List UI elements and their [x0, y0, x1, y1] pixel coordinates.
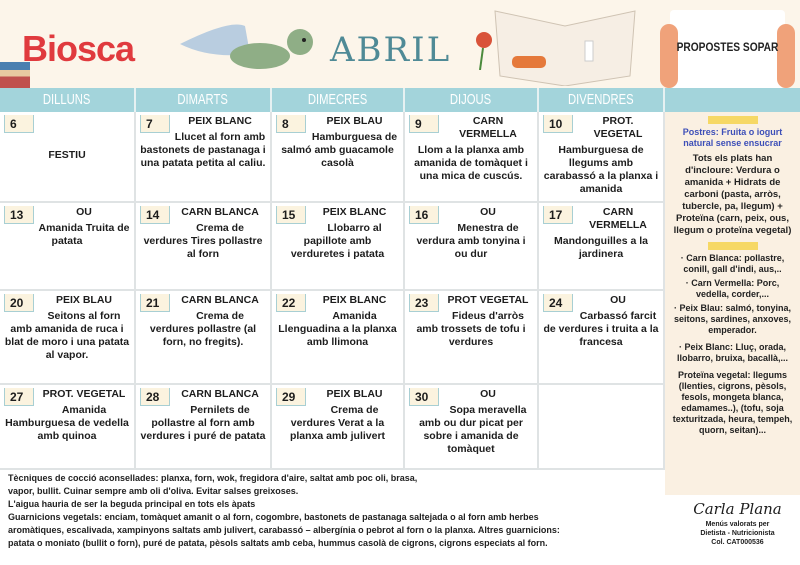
meal-category: PEIX BLAU	[326, 388, 383, 400]
tape-decoration	[708, 116, 758, 124]
cooking-tips	[8, 472, 663, 550]
day-number: 16	[409, 206, 439, 224]
day-label: DILLUNS	[43, 91, 91, 108]
peix-blanc-info: · Peix Blanc: Lluç, orada, llobarro, bruixa, bacallà,...	[676, 342, 789, 363]
day-header-divendres	[539, 88, 665, 112]
tip-line: Tècniques de cocció aconsellades: planxa, forn, wok, fregidora d'aire, saltat amb poc oli, brasa,	[8, 473, 418, 483]
meal-description: Llom a la planxa amb amanida de tomàquet i una mica de cuscús.	[414, 144, 528, 182]
day-cell	[0, 112, 136, 203]
day-cell	[539, 291, 665, 385]
recipe-book-illustration	[490, 6, 640, 86]
meal-description: Crema de verdures Tires pollastre al forn	[143, 222, 263, 260]
day-number: 9	[409, 115, 439, 133]
signature-line: Dietista - Nutricionista	[700, 530, 775, 537]
day-number: 8	[276, 115, 306, 133]
tip-line: vapor, bullit. Cuinar sempre amb oli d'oliva. Evitar salses greixoses.	[8, 486, 299, 496]
meal-description: Hamburguesa de llegums amb carabassó a la planxa i amanida	[543, 144, 659, 195]
day-number: 30	[409, 388, 439, 406]
meal-category: OU	[76, 206, 92, 218]
weekday-header	[0, 88, 800, 112]
proteina-vegetal-info: Proteïna vegetal: llegums (llenties, cigrons, pèsols, fesols, mongeta blanca, edamames..), (tofu, soja texturitzada, heura, tempeh, quorn, seitan)...	[672, 370, 793, 435]
day-label: DIMECRES	[307, 91, 368, 108]
logo: Biosca	[22, 28, 135, 69]
day-number: 10	[543, 115, 573, 133]
day-number: 29	[276, 388, 306, 406]
carn-blanca-info: · Carn Blanca: pollastre, conill, gall d'indi, aus,..	[680, 253, 785, 274]
tip-line: Guarnicions vegetals: enciam, tomàquet amanit o al forn, cogombre, bastonets de pastanaga saltejada o al forn amb herbes	[8, 512, 539, 522]
plate-rule: Tots els plats han d'incloure: Verdura o amanida + Hidrats de carboni (pasta, arròs, tubercle, pa, llegum) + Proteïna (carn, peix, ous, llegum o proteïna vegetal)	[673, 153, 792, 236]
meal-category: CARN VERMELLA	[589, 206, 647, 231]
month-title: ABRIL	[330, 30, 452, 70]
day-cell	[405, 291, 539, 385]
day-cell	[539, 385, 665, 470]
meal-description: Seitons al forn amb amanida de ruca i blat de moro i una patata al vapor.	[4, 310, 130, 361]
meal-description: Crema de verdures Verat a la planxa amb julivert	[289, 404, 386, 442]
tip-line: aromàtiques, escalivada, xampinyons saltats amb julivert, carabassó – albergínia o pebrot al forn o la planxa. Altres guarnicions:	[8, 525, 560, 535]
peix-blau-info: · Peix Blau: salmó, tonyina, seitons, sardines, anxoves, emperador.	[673, 303, 792, 335]
meal-category: CARN BLANCA	[181, 388, 259, 400]
meal-category: OU	[480, 388, 496, 400]
day-cell	[0, 203, 136, 291]
signature-line: Col. CAT000536	[711, 539, 764, 546]
day-cell	[136, 112, 272, 203]
day-number: 14	[140, 206, 170, 224]
signature-block	[680, 498, 795, 547]
propostes-sopar-title: PROPOSTES SOPAR	[676, 40, 779, 54]
postres-note: Postres: Fruita o iogurt natural sense ensucrar	[682, 127, 783, 148]
day-cell	[539, 112, 665, 203]
meal-description: Amanida Llenguadina a la planxa amb llimona	[278, 310, 397, 348]
tape-decoration	[708, 242, 758, 250]
day-cell	[272, 112, 405, 203]
day-cell	[272, 203, 405, 291]
day-header-dimarts	[136, 88, 272, 112]
propostes-sopar-banner	[660, 10, 795, 88]
day-number: 7	[140, 115, 170, 133]
meal-category: PEIX BLANC	[322, 206, 387, 218]
meal-description: Menestra de verdura amb tonyina i ou dur	[416, 222, 526, 260]
meal-category: PROT. VEGETAL	[593, 115, 643, 140]
day-label: DIMARTS	[177, 91, 229, 108]
meal-category: OU	[480, 206, 496, 218]
meal-description: FESTIU	[48, 149, 86, 161]
header-banner	[0, 0, 800, 88]
meal-category: OU	[610, 294, 626, 306]
meal-description: Llucet al forn amb bastonets de pastanaga i una patata petita al caliu.	[140, 131, 266, 169]
meal-category: PEIX BLAU	[326, 115, 383, 127]
day-cell	[136, 291, 272, 385]
meal-description: Mandonguilles a la jardinera	[554, 235, 648, 260]
meal-description: Amanida Hamburguesa de vedella amb quinoa	[5, 404, 129, 442]
tip-line: patata o moniato (bullit o forn), puré de patata, pèsols saltats amb ceba, hummus casolà de cigrons, cigrons especiats al forn.	[8, 538, 548, 548]
day-number: 20	[4, 294, 34, 312]
day-number: 6	[4, 115, 34, 133]
day-number: 23	[409, 294, 439, 312]
meal-category: CARN BLANCA	[181, 206, 259, 218]
meal-category: CARN VERMELLA	[459, 115, 517, 140]
meal-category: PROT VEGETAL	[447, 294, 529, 306]
day-number: 24	[543, 294, 573, 312]
day-cell	[0, 385, 136, 470]
day-cell	[539, 203, 665, 291]
day-number: 21	[140, 294, 170, 312]
day-number: 22	[276, 294, 306, 312]
day-number: 27	[4, 388, 34, 406]
meal-category: PROT. VEGETAL	[42, 388, 126, 400]
day-cell	[0, 291, 136, 385]
signature-line: Menús valorats per	[705, 521, 770, 528]
signature: Carla Plana	[693, 500, 782, 518]
day-cell	[405, 385, 539, 470]
day-header-dijous	[405, 88, 539, 112]
day-number: 13	[4, 206, 34, 224]
day-cell	[405, 112, 539, 203]
meal-category: CARN BLANCA	[181, 294, 259, 306]
meal-category: PEIX BLAU	[55, 294, 112, 306]
meal-description: Llobarro al papillote amb verduretes i patata	[290, 222, 385, 260]
day-number: 28	[140, 388, 170, 406]
day-header-dilluns	[0, 88, 136, 112]
day-header-dimecres	[272, 88, 405, 112]
carn-vermella-info: · Carn Vermella: Porc, vedella, corder,...	[685, 278, 780, 299]
day-cell	[136, 203, 272, 291]
day-number: 17	[543, 206, 573, 224]
meal-category: PEIX BLANC	[188, 115, 252, 127]
meal-description: Fideus d'arròs amb trossets de tofu i verdures	[416, 310, 526, 348]
dragon-illustration	[170, 14, 320, 80]
meal-category: PEIX BLANC	[322, 294, 387, 306]
tip-line: L'aigua hauria de ser la beguda principal en tots els àpats	[8, 499, 256, 509]
meal-description: Carbassó farcit de verdures i truita a la francesa	[543, 310, 659, 348]
day-number: 15	[276, 206, 306, 224]
meal-description: Pernilets de pollastre al forn amb verdures i puré de patata	[140, 404, 266, 442]
sidebar-propostes	[665, 112, 800, 495]
day-cell	[405, 203, 539, 291]
meal-description: Amanida Truita de patata	[38, 222, 130, 247]
meal-description: Hamburguesa de salmó amb guacamole casolà	[281, 131, 398, 169]
day-cell	[272, 291, 405, 385]
day-label: DIJOUS	[450, 91, 492, 108]
day-cell	[136, 385, 272, 470]
day-label: DIVENDRES	[568, 91, 634, 108]
meal-description: Crema de verdures pollastre (al forn, no fregits).	[149, 310, 257, 348]
meal-description: Sopa meravella amb ou dur picat per sobre i amanida de tomàquet	[419, 404, 527, 455]
day-cell	[272, 385, 405, 470]
